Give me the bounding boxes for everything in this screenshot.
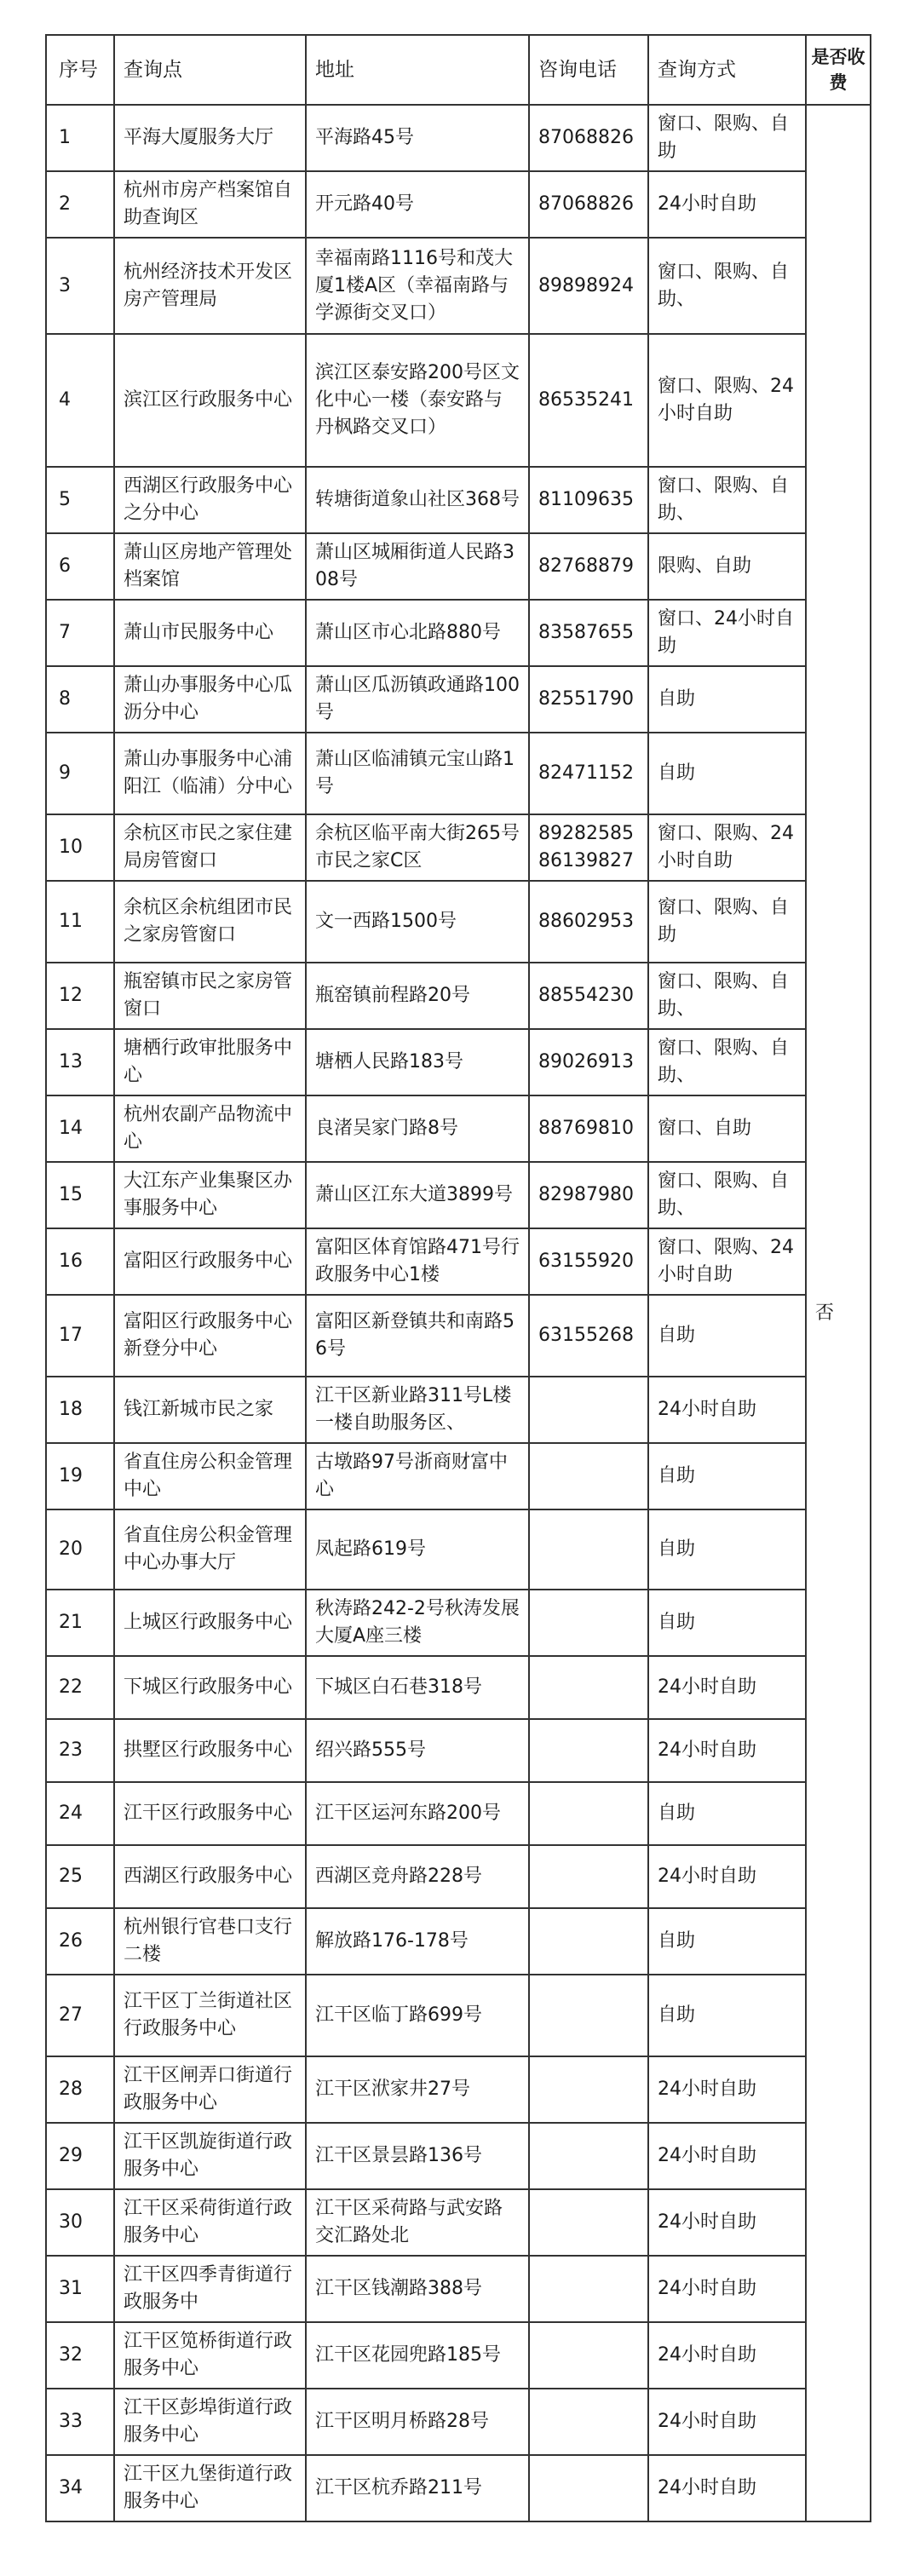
table-row (46, 881, 871, 963)
cell-index: 21 (46, 1590, 114, 1656)
table-row (46, 238, 871, 334)
cell-index: 11 (46, 881, 114, 963)
table-row (46, 1975, 871, 2056)
cell-phone (529, 2256, 648, 2322)
cell-location: 江干区采荷街道行政服务中心 (114, 2189, 306, 2256)
cell-index: 29 (46, 2123, 114, 2189)
cell-phone (529, 2389, 648, 2455)
table-row (46, 1443, 871, 1509)
cell-method: 窗口、限购、24小时自助 (648, 1228, 806, 1295)
cell-phone (529, 1845, 648, 1908)
cell-index: 20 (46, 1509, 114, 1590)
table-row (46, 1782, 871, 1845)
cell-location: 下城区行政服务中心 (114, 1656, 306, 1719)
cell-address: 文一西路1500号 (306, 881, 529, 963)
header-index: 序号 (46, 35, 114, 105)
cell-index: 25 (46, 1845, 114, 1908)
cell-address: 江干区明月桥路28号 (306, 2389, 529, 2455)
cell-phone: 89898924 (529, 238, 648, 334)
cell-phone (529, 2455, 648, 2521)
cell-method: 自助 (648, 1975, 806, 2056)
query-points-table-container (45, 34, 871, 2522)
cell-method: 窗口、限购、自助、 (648, 1029, 806, 1095)
cell-index: 23 (46, 1719, 114, 1782)
cell-location: 江干区闸弄口街道行政服务中心 (114, 2056, 306, 2123)
cell-address: 滨江区泰安路200号区文化中心一楼（泰安路与丹枫路交叉口） (306, 334, 529, 467)
cell-index: 32 (46, 2322, 114, 2389)
cell-address: 江干区杭乔路211号 (306, 2455, 529, 2521)
cell-index: 14 (46, 1095, 114, 1162)
cell-method: 窗口、限购、自助 (648, 881, 806, 963)
cell-address: 萧山区临浦镇元宝山路1号 (306, 733, 529, 814)
cell-index: 26 (46, 1908, 114, 1975)
cell-index: 9 (46, 733, 114, 814)
header-phone: 咨询电话 (529, 35, 648, 105)
cell-address: 江干区临丁路699号 (306, 1975, 529, 2056)
cell-index: 27 (46, 1975, 114, 2056)
cell-phone: 86535241 (529, 334, 648, 467)
cell-index: 24 (46, 1782, 114, 1845)
cell-location: 江干区九堡街道行政服务中心 (114, 2455, 306, 2521)
cell-phone: 89026913 (529, 1029, 648, 1095)
cell-method: 24小时自助 (648, 2056, 806, 2123)
cell-index: 33 (46, 2389, 114, 2455)
cell-index: 6 (46, 533, 114, 600)
table-row (46, 2189, 871, 2256)
table-row (46, 1377, 871, 1443)
cell-location: 江干区笕桥街道行政服务中心 (114, 2322, 306, 2389)
table-row (46, 467, 871, 533)
cell-method: 窗口、限购、自助、 (648, 963, 806, 1029)
cell-phone (529, 1443, 648, 1509)
cell-method: 窗口、自助 (648, 1095, 806, 1162)
table-row (46, 733, 871, 814)
cell-method: 24小时自助 (648, 2123, 806, 2189)
cell-phone (529, 2322, 648, 2389)
cell-method: 窗口、限购、自助、 (648, 467, 806, 533)
cell-location: 大江东产业集聚区办事服务中心 (114, 1162, 306, 1228)
cell-address: 幸福南路1116号和茂大厦1楼A区（幸福南路与学源街交叉口） (306, 238, 529, 334)
cell-location: 瓶窑镇市民之家房管窗口 (114, 963, 306, 1029)
cell-method: 自助 (648, 1443, 806, 1509)
cell-phone: 82551790 (529, 666, 648, 733)
cell-index: 22 (46, 1656, 114, 1719)
cell-phone: 82987980 (529, 1162, 648, 1228)
table-row (46, 105, 871, 171)
cell-phone: 82768879 (529, 533, 648, 600)
cell-phone (529, 1590, 648, 1656)
cell-method: 自助 (648, 1509, 806, 1590)
header-location: 查询点 (114, 35, 306, 105)
cell-address: 瓶窑镇前程路20号 (306, 963, 529, 1029)
cell-phone (529, 1656, 648, 1719)
cell-location: 江干区丁兰街道社区行政服务中心 (114, 1975, 306, 2056)
table-row (46, 2056, 871, 2123)
cell-phone: 87068826 (529, 171, 648, 238)
cell-location: 拱墅区行政服务中心 (114, 1719, 306, 1782)
cell-address: 解放路176-178号 (306, 1908, 529, 1975)
cell-method: 窗口、限购、自助 (648, 105, 806, 171)
cell-location: 江干区行政服务中心 (114, 1782, 306, 1845)
cell-address: 下城区白石巷318号 (306, 1656, 529, 1719)
cell-phone: 88769810 (529, 1095, 648, 1162)
cell-location: 塘栖行政审批服务中心 (114, 1029, 306, 1095)
cell-address: 转塘街道象山社区368号 (306, 467, 529, 533)
table-row (46, 814, 871, 881)
cell-method: 自助 (648, 1782, 806, 1845)
cell-method: 自助 (648, 1908, 806, 1975)
cell-address: 开元路40号 (306, 171, 529, 238)
cell-phone (529, 2189, 648, 2256)
cell-index: 1 (46, 105, 114, 171)
cell-index: 5 (46, 467, 114, 533)
cell-address: 江干区钱潮路388号 (306, 2256, 529, 2322)
cell-address: 塘栖人民路183号 (306, 1029, 529, 1095)
cell-address: 江干区花园兜路185号 (306, 2322, 529, 2389)
cell-address: 余杭区临平南大街265号市民之家C区 (306, 814, 529, 881)
cell-location: 西湖区行政服务中心之分中心 (114, 467, 306, 533)
cell-location: 滨江区行政服务中心 (114, 334, 306, 467)
cell-location: 萧山办事服务中心浦阳江（临浦）分中心 (114, 733, 306, 814)
cell-index: 34 (46, 2455, 114, 2521)
cell-method: 窗口、限购、24小时自助 (648, 814, 806, 881)
cell-phone (529, 1975, 648, 2056)
cell-phone (529, 1377, 648, 1443)
cell-phone: 63155268 (529, 1295, 648, 1377)
cell-address: 富阳区新登镇共和南路56号 (306, 1295, 529, 1377)
cell-method: 24小时自助 (648, 2189, 806, 2256)
cell-address: 萧山区城厢街道人民路308号 (306, 533, 529, 600)
cell-address: 凤起路619号 (306, 1509, 529, 1590)
query-points-table (45, 34, 871, 2522)
cell-location: 杭州银行官巷口支行二楼 (114, 1908, 306, 1975)
cell-method: 24小时自助 (648, 2256, 806, 2322)
cell-phone (529, 2123, 648, 2189)
cell-address: 西湖区竞舟路228号 (306, 1845, 529, 1908)
cell-method: 24小时自助 (648, 2455, 806, 2521)
table-row (46, 334, 871, 467)
cell-index: 12 (46, 963, 114, 1029)
cell-location: 江干区彭埠街道行政服务中心 (114, 2389, 306, 2455)
cell-method: 限购、自助 (648, 533, 806, 600)
cell-address: 江干区景昙路136号 (306, 2123, 529, 2189)
cell-method: 自助 (648, 1295, 806, 1377)
cell-index: 17 (46, 1295, 114, 1377)
cell-address: 萧山区市心北路880号 (306, 600, 529, 666)
table-row (46, 2123, 871, 2189)
cell-phone: 87068826 (529, 105, 648, 171)
cell-index: 3 (46, 238, 114, 334)
cell-location: 省直住房公积金管理中心办事大厅 (114, 1509, 306, 1590)
header-address: 地址 (306, 35, 529, 105)
cell-address: 萧山区江东大道3899号 (306, 1162, 529, 1228)
cell-address: 江干区采荷路与武安路交汇路处北 (306, 2189, 529, 2256)
table-row (46, 2389, 871, 2455)
cell-method: 24小时自助 (648, 1719, 806, 1782)
cell-index: 2 (46, 171, 114, 238)
cell-index: 19 (46, 1443, 114, 1509)
cell-location: 省直住房公积金管理中心 (114, 1443, 306, 1509)
cell-address: 萧山区瓜沥镇政通路100号 (306, 666, 529, 733)
cell-phone: 81109635 (529, 467, 648, 533)
cell-phone: 82471152 (529, 733, 648, 814)
cell-location: 余杭区余杭组团市民之家房管窗口 (114, 881, 306, 963)
cell-address: 平海路45号 (306, 105, 529, 171)
table-row (46, 1656, 871, 1719)
header-fee: 是否收费 (806, 35, 871, 105)
cell-index: 13 (46, 1029, 114, 1095)
cell-method: 24小时自助 (648, 1845, 806, 1908)
cell-address: 江干区新业路311号L楼一楼自助服务区、 (306, 1377, 529, 1443)
table-row (46, 1845, 871, 1908)
cell-location: 萧山市民服务中心 (114, 600, 306, 666)
cell-phone: 89282585 86139827 (529, 814, 648, 881)
cell-fee-merged: 否 (806, 105, 871, 2521)
cell-phone (529, 2056, 648, 2123)
cell-address: 绍兴路555号 (306, 1719, 529, 1782)
cell-location: 杭州农副产品物流中心 (114, 1095, 306, 1162)
table-row (46, 2256, 871, 2322)
cell-phone (529, 1782, 648, 1845)
cell-location: 上城区行政服务中心 (114, 1590, 306, 1656)
cell-location: 富阳区行政服务中心 (114, 1228, 306, 1295)
cell-location: 萧山办事服务中心瓜沥分中心 (114, 666, 306, 733)
cell-location: 平海大厦服务大厅 (114, 105, 306, 171)
cell-phone: 88602953 (529, 881, 648, 963)
cell-phone: 88554230 (529, 963, 648, 1029)
cell-index: 4 (46, 334, 114, 467)
table-row (46, 666, 871, 733)
cell-method: 自助 (648, 666, 806, 733)
cell-method: 自助 (648, 733, 806, 814)
table-row (46, 171, 871, 238)
cell-method: 24小时自助 (648, 171, 806, 238)
cell-address: 古墩路97号浙商财富中心 (306, 1443, 529, 1509)
cell-address: 秋涛路242-2号秋涛发展大厦A座三楼 (306, 1590, 529, 1656)
cell-method: 窗口、24小时自助 (648, 600, 806, 666)
table-row (46, 1095, 871, 1162)
table-header-row (46, 35, 871, 105)
cell-method: 窗口、限购、自助、 (648, 238, 806, 334)
cell-phone: 63155920 (529, 1228, 648, 1295)
header-method: 查询方式 (648, 35, 806, 105)
cell-phone: 83587655 (529, 600, 648, 666)
cell-location: 杭州市房产档案馆自助查询区 (114, 171, 306, 238)
cell-method: 24小时自助 (648, 1377, 806, 1443)
table-body (46, 105, 871, 2521)
cell-address: 富阳区体育馆路471号行政服务中心1楼 (306, 1228, 529, 1295)
cell-index: 7 (46, 600, 114, 666)
cell-location: 富阳区行政服务中心新登分中心 (114, 1295, 306, 1377)
table-row (46, 1162, 871, 1228)
cell-method: 24小时自助 (648, 1656, 806, 1719)
cell-location: 西湖区行政服务中心 (114, 1845, 306, 1908)
table-row (46, 1228, 871, 1295)
table-row (46, 1719, 871, 1782)
table-row (46, 1590, 871, 1656)
cell-location: 余杭区市民之家住建局房管窗口 (114, 814, 306, 881)
cell-method: 窗口、限购、自助、 (648, 1162, 806, 1228)
table-row (46, 1029, 871, 1095)
table-row (46, 963, 871, 1029)
cell-phone (529, 1719, 648, 1782)
cell-index: 18 (46, 1377, 114, 1443)
cell-address: 良渚吴家门路8号 (306, 1095, 529, 1162)
cell-location: 杭州经济技术开发区房产管理局 (114, 238, 306, 334)
table-row (46, 533, 871, 600)
cell-method: 24小时自助 (648, 2389, 806, 2455)
table-row (46, 1908, 871, 1975)
table-row (46, 1295, 871, 1377)
cell-method: 窗口、限购、24小时自助 (648, 334, 806, 467)
table-row (46, 2322, 871, 2389)
cell-location: 萧山区房地产管理处档案馆 (114, 533, 306, 600)
cell-index: 16 (46, 1228, 114, 1295)
cell-method: 24小时自助 (648, 2322, 806, 2389)
cell-address: 江干区洑家井27号 (306, 2056, 529, 2123)
cell-index: 28 (46, 2056, 114, 2123)
table-row (46, 600, 871, 666)
cell-index: 30 (46, 2189, 114, 2256)
cell-index: 8 (46, 666, 114, 733)
cell-phone (529, 1509, 648, 1590)
cell-location: 钱江新城市民之家 (114, 1377, 306, 1443)
cell-index: 10 (46, 814, 114, 881)
cell-index: 31 (46, 2256, 114, 2322)
cell-location: 江干区凯旋街道行政服务中心 (114, 2123, 306, 2189)
cell-phone (529, 1908, 648, 1975)
cell-address: 江干区运河东路200号 (306, 1782, 529, 1845)
table-row (46, 1509, 871, 1590)
cell-location: 江干区四季青街道行政服务中 (114, 2256, 306, 2322)
table-row (46, 2455, 871, 2521)
cell-index: 15 (46, 1162, 114, 1228)
cell-method: 自助 (648, 1590, 806, 1656)
